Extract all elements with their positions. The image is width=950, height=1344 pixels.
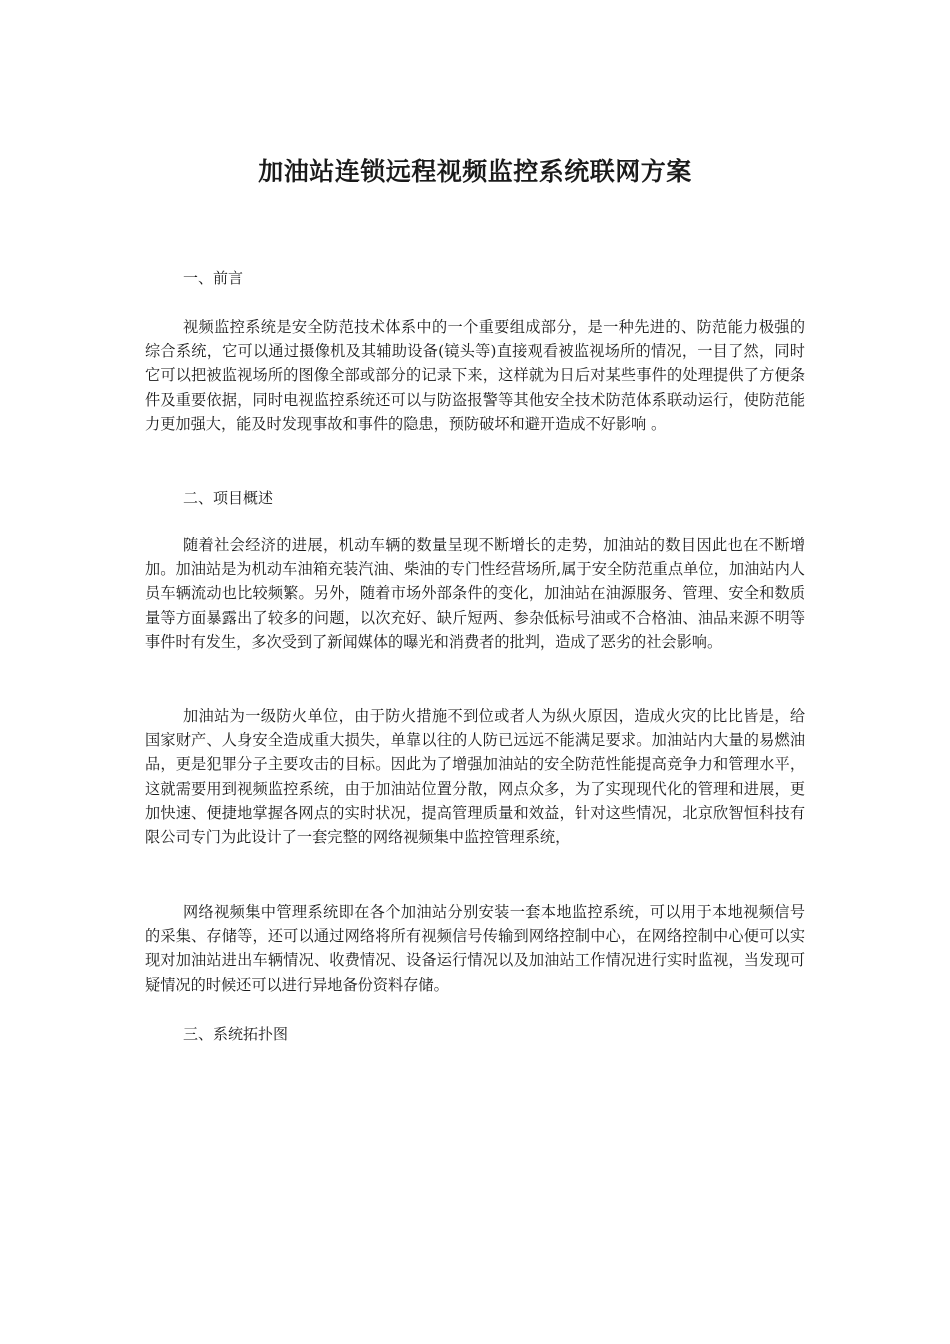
- paragraph-preface: 视频监控系统是安全防范技术体系中的一个重要组成部分，是一种先进的、防范能力极强的综合系统，它可以通过摄像机及其辅助设备(镜头等)直接观看被监视场所的情况，一目了然，同时它可以把被监视场所的图像全部或部分的记录下来，这样就为日后对某些事件的处理提供了方便条件及重要依据，同时电视监控系统还可以与防盗报警等其他安全技术防范体系联动运行，使防范能力更加强大，能及时发现事故和事件的隐患，预防破坏和避开造成不好影响 。: [145, 318, 805, 433]
- paragraph-overview-2: 加油站为一级防火单位，由于防火措施不到位或者人为纵火原因，造成火灾的比比皆是，给国家财产、人身安全造成重大损失，单靠以往的人防已远远不能满足要求。加油站内大量的易燃油品，更是犯罪分子主要攻击的目标。因此为了增强加油站的安全防范性能提高竞争力和管理水平，这就需要用到视频监控系统，由于加油站位置分散，网点众多，为了实现现代化的管理和进展，更加快速、便捷地掌握各网点的实时状况，提高管理质量和效益，针对这些情况，北京欣智恒科技有限公司专门为此设计了一套完整的网络视频集中监控管理系统，: [145, 707, 805, 847]
- paragraph-overview-1: 随着社会经济的进展，机动车辆的数量呈现不断增长的走势，加油站的数目因此也在不断增加。加油站是为机动车油箱充装汽油、柴油的专门性经营场所,属于安全防范重点单位，加油站内人员车辆流动也比较频繁。另外，随着市场外部条件的变化，加油站在油源服务、管理、安全和数质量等方面暴露出了较多的问题，以次充好、缺斤短两、参杂低标号油或不合格油、油品来源不明等事件时有发生，多次受到了新闻媒体的曝光和消费者的批判，造成了恶劣的社会影响。: [145, 536, 805, 651]
- document-title: 加油站连锁远程视频监控系统联网方案: [258, 157, 692, 186]
- section-heading-preface: 一、前言: [183, 269, 244, 287]
- section-heading-system-topology: 三、系统拓扑图: [183, 1025, 289, 1043]
- paragraph-overview-3: 网络视频集中管理系统即在各个加油站分别安装一套本地监控系统，可以用于本地视频信号的采集、存储等，还可以通过网络将所有视频信号传输到网络控制中心，在网络控制中心便可以实现对加油站进出车辆情况、收费情况、设备运行情况以及加油站工作情况进行实时监视，当发现可疑情况的时候还可以进行异地备份资料存储。: [145, 903, 805, 994]
- section-heading-project-overview: 二、项目概述: [183, 489, 274, 507]
